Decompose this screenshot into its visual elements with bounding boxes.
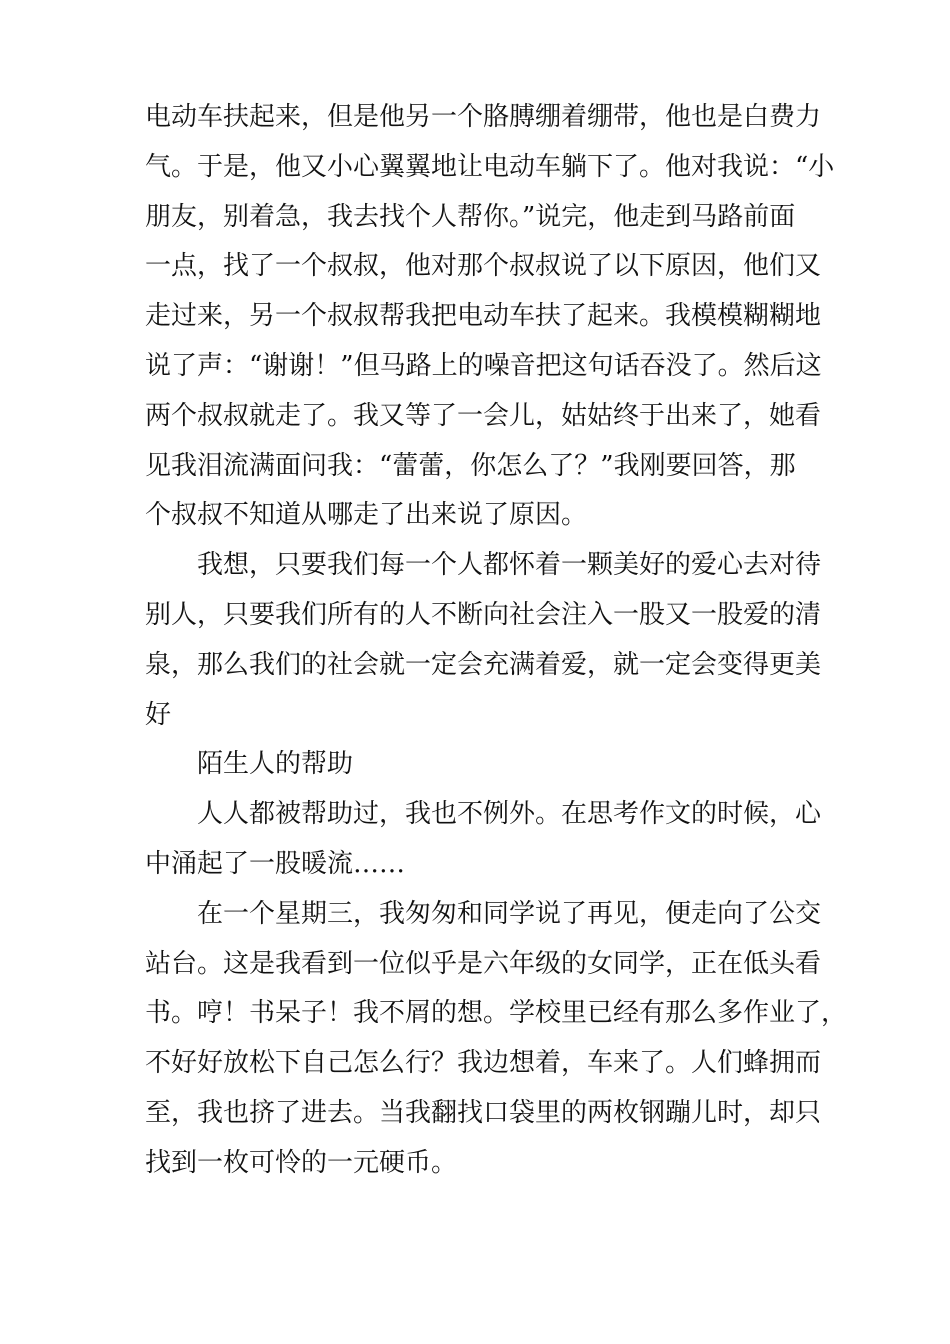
paragraph: [145, 890, 848, 1189]
text-line: 书。哼！书呆子！我不屑的想。学校里已经有那么多作业了，: [145, 998, 848, 1029]
paragraph: [145, 790, 825, 890]
text-line: 气。于是，他又小心翼翼地让电动车躺下了。他对我说：“小: [145, 151, 835, 182]
text-line: 中涌起了一股暖流……: [145, 848, 406, 879]
text-line: 说了声：“谢谢！”但马路上的噪音把这句话吞没了。然后这: [145, 350, 822, 381]
document-body: [145, 93, 848, 1189]
text-line: 人人都被帮助过，我也不例外。在思考作文的时候，心: [197, 799, 822, 830]
text-line: 别人，只要我们所有的人不断向社会注入一股又一股爱的清: [145, 599, 822, 630]
text-line: 个叔叔不知道从哪走了出来说了原因。: [145, 500, 588, 531]
text-line: 一点，找了一个叔叔，他对那个叔叔说了以下原因，他们又: [145, 251, 822, 282]
text-line: 不好好放松下自己怎么行？我边想着，车来了。人们蜂拥而: [145, 1048, 822, 1079]
text-line: 陌生人的帮助: [197, 749, 354, 780]
paragraph: [145, 541, 825, 740]
text-line: 电动车扶起来，但是他另一个胳膊绷着绷带，他也是白费力: [145, 102, 822, 132]
text-line: 走过来，另一个叔叔帮我把电动车扶了起来。我模模糊糊地: [145, 301, 822, 332]
text-line: 找到一枚可怜的一元硬币。: [145, 1147, 458, 1178]
text-line: 两个叔叔就走了。我又等了一会儿，姑姑终于出来了，她看: [145, 400, 822, 431]
text-line: 在一个星期三，我匆匆和同学说了再见，便走向了公交: [197, 898, 822, 929]
paragraph: [145, 740, 825, 790]
text-line: 朋友，别着急，我去找个人帮你。”说完，他走到马路前面: [145, 201, 796, 232]
text-line: 至，我也挤了进去。当我翻找口袋里的两枚钢蹦儿时，却只: [145, 1097, 822, 1128]
text-line: 好: [145, 699, 172, 730]
text-line: 见我泪流满面问我：“蕾蕾，你怎么了？”我刚要回答，那: [145, 450, 796, 481]
text-line: 我想，只要我们每一个人都怀着一颗美好的爱心去对待: [197, 550, 822, 581]
text-line: 泉，那么我们的社会就一定会充满着爱，就一定会变得更美: [145, 649, 822, 680]
text-line: 站台。这是我看到一位似乎是六年级的女同学，正在低头看: [145, 948, 822, 979]
paragraph: [145, 93, 835, 541]
